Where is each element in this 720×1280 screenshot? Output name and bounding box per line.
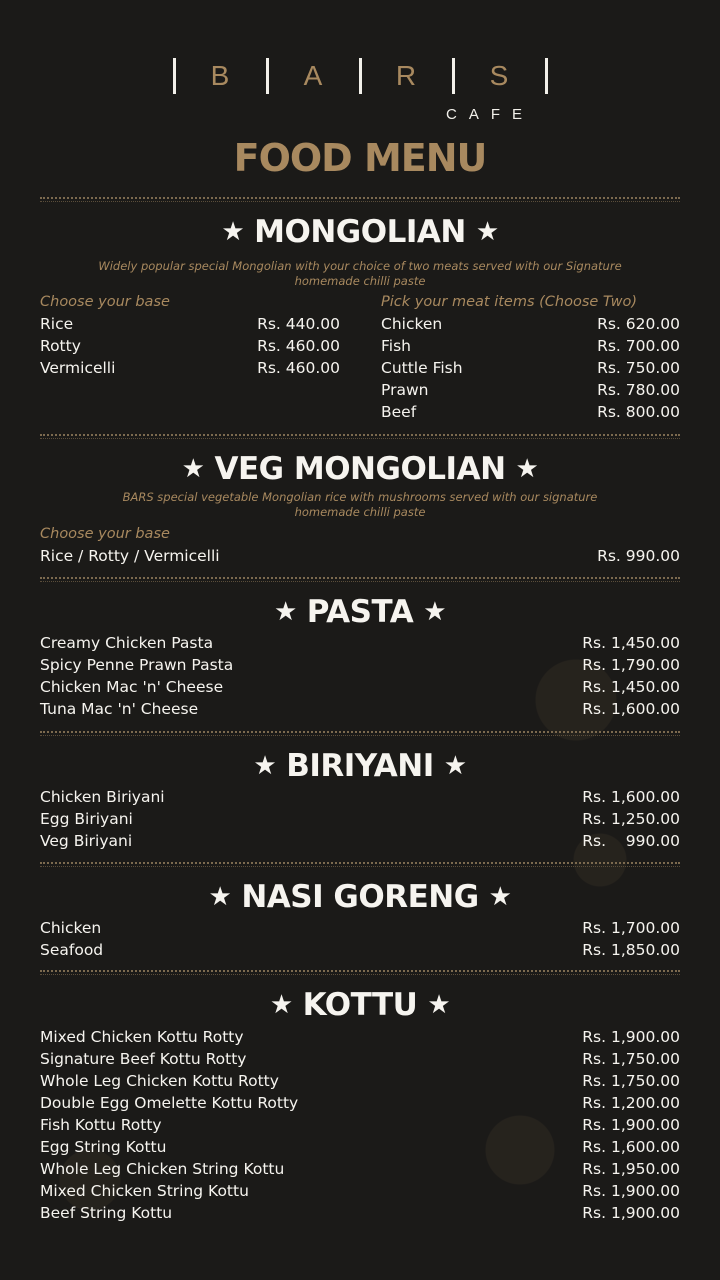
- logo-subtitle: CAFE: [446, 106, 535, 123]
- item-price: Rs. 1,450.00: [582, 634, 680, 652]
- menu-item: [40, 700, 680, 722]
- menu-item: [40, 1182, 680, 1204]
- menu-item: [40, 1028, 680, 1050]
- item-price: Rs. 1,450.00: [582, 678, 680, 696]
- item-price: Rs. 800.00: [597, 403, 680, 421]
- item-price: Rs. 620.00: [597, 315, 680, 333]
- section-title-text: VEG MONGOLIAN: [214, 451, 506, 487]
- item-name: Prawn: [381, 381, 429, 399]
- item-name: Chicken Biriyani: [40, 788, 165, 806]
- menu-item: [40, 810, 680, 832]
- logo-letter: A: [303, 60, 324, 91]
- star-icon: ★: [423, 597, 447, 627]
- star-icon: ★: [475, 217, 499, 247]
- item-price: Rs. 990.00: [597, 547, 680, 565]
- item-name: Whole Leg Chicken String Kottu: [40, 1160, 285, 1178]
- section-title-text: NASI GORENG: [241, 879, 479, 915]
- star-icon: ★: [208, 882, 232, 912]
- item-name: Beef: [381, 403, 417, 421]
- item-name: Chicken Mac 'n' Cheese: [40, 678, 224, 696]
- base-heading: Choose your base: [40, 526, 170, 542]
- item-price: Rs. 1,900.00: [582, 1204, 680, 1222]
- section-description: Widely popular special Mongolian with your choice of two meats served with our Signature homemade chilli paste: [98, 259, 622, 288]
- item-name: Spicy Penne Prawn Pasta: [40, 656, 234, 674]
- item-price: Rs. 700.00: [597, 337, 680, 355]
- menu-item: [40, 941, 680, 963]
- section-title-veg-mongolian: [0, 451, 720, 487]
- menu-item: [381, 403, 680, 425]
- meat-heading: Pick your meat items (Choose Two): [381, 294, 637, 310]
- item-price: Rs. 1,900.00: [582, 1182, 680, 1200]
- star-icon: ★: [515, 454, 539, 484]
- item-price: Rs. 460.00: [257, 359, 340, 377]
- item-price: Rs. 1,850.00: [582, 941, 680, 959]
- item-price: Rs. 1,900.00: [582, 1116, 680, 1134]
- section-title-pasta: [0, 594, 720, 630]
- item-name: Chicken: [40, 919, 102, 937]
- section-title-biriyani: [0, 748, 720, 784]
- item-name: Egg String Kottu: [40, 1138, 167, 1156]
- item-name: Fish Kottu Rotty: [40, 1116, 162, 1134]
- item-name: Beef String Kottu: [40, 1204, 173, 1222]
- item-name: Veg Biriyani: [40, 832, 133, 850]
- logo-letter: R: [395, 60, 418, 91]
- menu-item: [40, 919, 680, 941]
- item-name: Vermicelli: [40, 359, 116, 377]
- section-divider: [40, 434, 680, 439]
- item-name: Creamy Chicken Pasta: [40, 634, 214, 652]
- section-divider: [40, 197, 680, 202]
- item-price: Rs. 780.00: [597, 381, 680, 399]
- item-name: Egg Biriyani: [40, 810, 133, 828]
- bars-logo: [0, 58, 720, 94]
- logo-divider: [545, 58, 548, 94]
- star-icon: ★: [253, 751, 277, 781]
- menu-item: [40, 1160, 680, 1182]
- item-price: Rs. 1,600.00: [582, 1138, 680, 1156]
- section-title-nasi-goreng: [0, 879, 720, 915]
- base-heading: Choose your base: [40, 294, 170, 310]
- menu-item: [40, 634, 680, 656]
- star-icon: ★: [427, 990, 451, 1020]
- item-price: Rs. 1,700.00: [582, 919, 680, 937]
- section-divider: [40, 577, 680, 582]
- star-icon: ★: [488, 882, 512, 912]
- item-price: Rs. 990.00: [582, 832, 680, 850]
- item-name: Cuttle Fish: [381, 359, 463, 377]
- item-name: Rice: [40, 315, 74, 333]
- menu-item: [381, 337, 680, 359]
- item-price: Rs. 1,750.00: [582, 1072, 680, 1090]
- section-description: BARS special vegetable Mongolian rice with mushrooms served with our signature homemade chilli paste: [122, 490, 598, 519]
- menu-item: [40, 1094, 680, 1116]
- item-price: Rs. 1,200.00: [582, 1094, 680, 1112]
- menu-item: [40, 337, 340, 359]
- item-name: Rice / Rotty / Vermicelli: [40, 547, 220, 565]
- menu-item: [381, 381, 680, 403]
- menu-item: [40, 1050, 680, 1072]
- menu-item: [381, 359, 680, 381]
- item-name: Fish: [381, 337, 411, 355]
- logo-letter: B: [210, 60, 231, 91]
- menu-item: [40, 1204, 680, 1226]
- menu-item: [40, 1116, 680, 1138]
- item-price: Rs. 1,790.00: [582, 656, 680, 674]
- section-title-text: MONGOLIAN: [254, 214, 466, 250]
- item-name: Whole Leg Chicken Kottu Rotty: [40, 1072, 279, 1090]
- item-name: Seafood: [40, 941, 104, 959]
- menu-item: [40, 832, 680, 854]
- star-icon: ★: [181, 454, 205, 484]
- item-name: Tuna Mac 'n' Cheese: [40, 700, 199, 718]
- logo-letter: S: [489, 60, 510, 91]
- star-icon: ★: [273, 597, 297, 627]
- item-name: Mixed Chicken String Kottu: [40, 1182, 249, 1200]
- menu-item: [40, 547, 680, 569]
- menu-item: [40, 1138, 680, 1160]
- page-title: FOOD MENU: [233, 136, 487, 180]
- section-title-text: PASTA: [306, 594, 414, 630]
- item-price: Rs. 1,900.00: [582, 1028, 680, 1046]
- item-name: Rotty: [40, 337, 81, 355]
- section-title-text: KOTTU: [302, 987, 418, 1023]
- item-price: Rs. 1,250.00: [582, 810, 680, 828]
- menu-item: [40, 788, 680, 810]
- item-name: Double Egg Omelette Kottu Rotty: [40, 1094, 299, 1112]
- item-price: Rs. 460.00: [257, 337, 340, 355]
- menu-item: [40, 315, 340, 337]
- item-name: Chicken: [381, 315, 443, 333]
- section-title-text: BIRIYANI: [286, 748, 434, 784]
- section-title-kottu: [0, 987, 720, 1023]
- menu-item: [40, 1072, 680, 1094]
- section-title-mongolian: [0, 214, 720, 250]
- menu-item: [381, 315, 680, 337]
- item-price: Rs. 1,600.00: [582, 788, 680, 806]
- item-name: Signature Beef Kottu Rotty: [40, 1050, 247, 1068]
- item-price: Rs. 1,750.00: [582, 1050, 680, 1068]
- section-divider: [40, 862, 680, 867]
- item-price: Rs. 1,950.00: [582, 1160, 680, 1178]
- star-icon: ★: [443, 751, 467, 781]
- section-divider: [40, 731, 680, 736]
- section-divider: [40, 970, 680, 975]
- menu-item: [40, 359, 340, 381]
- item-price: Rs. 440.00: [257, 315, 340, 333]
- item-price: Rs. 1,600.00: [582, 700, 680, 718]
- star-icon: ★: [269, 990, 293, 1020]
- menu-item: [40, 678, 680, 700]
- menu-item: [40, 656, 680, 678]
- star-icon: ★: [221, 217, 245, 247]
- item-name: Mixed Chicken Kottu Rotty: [40, 1028, 244, 1046]
- item-price: Rs. 750.00: [597, 359, 680, 377]
